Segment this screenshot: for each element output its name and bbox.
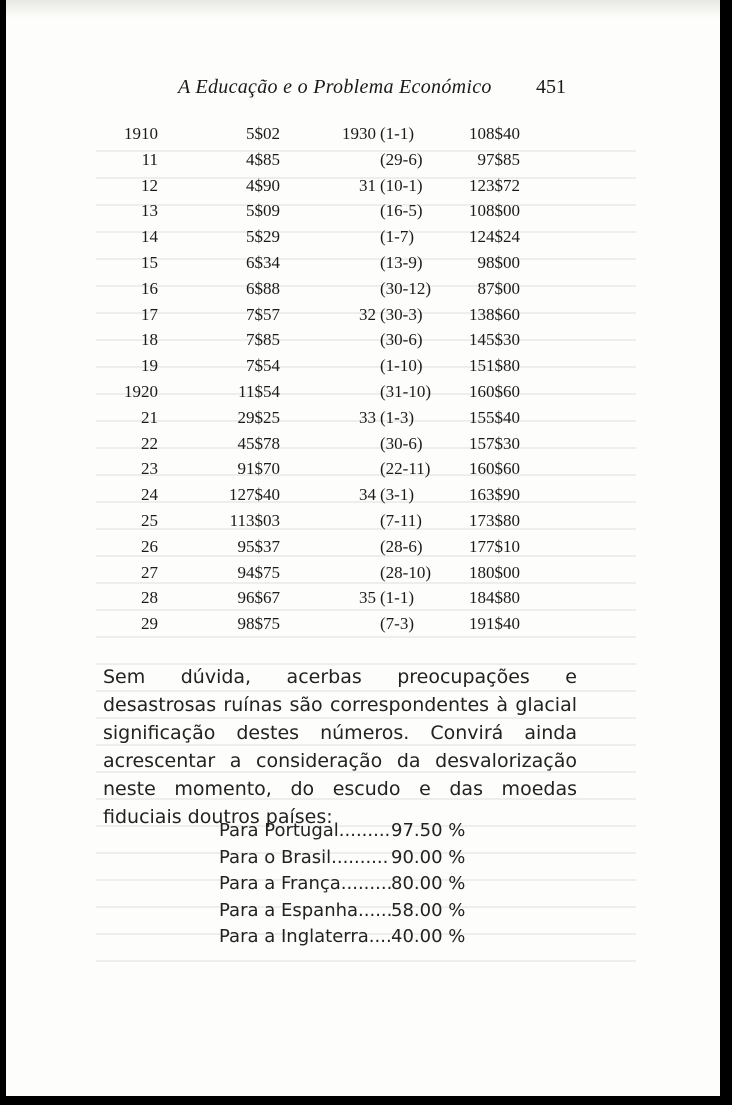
country-label: Para a Inglaterra.... <box>219 926 392 948</box>
value-cell: 4$85 <box>246 149 280 169</box>
value2-cell: 157$30 <box>469 433 520 453</box>
year-cell: 25 <box>141 511 158 530</box>
value2-cell: 97$85 <box>477 149 520 169</box>
year2-cell: 32 <box>359 304 376 324</box>
value-cell: 5$09 <box>246 201 280 221</box>
table-row <box>6 434 720 458</box>
running-title: A Educação e o Problema Económico <box>178 76 492 98</box>
year-cell: 17 <box>141 304 158 324</box>
year-cell: 13 <box>141 201 158 221</box>
year-cell: 26 <box>141 536 158 556</box>
table-row <box>6 356 720 380</box>
year-cell: 12 <box>141 175 158 195</box>
value2-cell: 177$10 <box>469 536 520 556</box>
devaluation-row <box>6 900 720 926</box>
value2-cell: 191$40 <box>469 614 520 634</box>
devaluation-value: 97.50 % <box>391 820 466 841</box>
year2-cell: 33 <box>359 407 376 427</box>
value2-cell: 160$60 <box>469 382 520 401</box>
value-cell: 45$78 <box>237 433 280 453</box>
table-row <box>6 563 720 587</box>
value-cell: 6$88 <box>246 278 280 298</box>
table-row <box>6 459 720 483</box>
year-cell: 18 <box>141 330 158 350</box>
date-cell: (7-3) <box>380 614 414 634</box>
devaluation-value: 90.00 % <box>391 846 466 868</box>
year-cell: 21 <box>141 407 158 427</box>
date-cell: (28-6) <box>380 536 423 556</box>
year-cell: 1910 <box>124 124 158 143</box>
date-cell: (30-6) <box>380 330 423 350</box>
devaluation-value: 40.00 % <box>391 926 466 948</box>
value2-cell: 123$72 <box>469 175 520 195</box>
value-cell: 7$85 <box>246 330 280 350</box>
devaluation-row <box>6 926 720 952</box>
year2-cell: 31 <box>359 175 376 195</box>
date-cell: (7-11) <box>380 511 422 530</box>
date-cell: (30-6) <box>380 433 423 453</box>
date-cell: (29-6) <box>380 149 423 169</box>
value2-cell: 160$60 <box>469 459 520 479</box>
year-cell: 29 <box>141 614 158 634</box>
book-page <box>6 0 720 1096</box>
value2-cell: 124$24 <box>469 227 520 247</box>
value-cell: 6$34 <box>246 253 280 272</box>
date-cell: (31-10) <box>380 382 431 401</box>
value2-cell: 155$40 <box>469 407 520 427</box>
table-row <box>6 485 720 509</box>
year-cell: 23 <box>141 459 158 479</box>
value2-cell: 173$80 <box>469 511 520 530</box>
body-paragraph: Sem dúvida, acerbas preocupações e desastrosas ruínas são correspondentes à glacial significação destes números. Convirá ainda acrescentar a consideração da desvalorização neste momento, do escudo e das moedas fiduciais doutros países: <box>103 666 577 828</box>
value-cell: 29$25 <box>237 407 280 427</box>
table-row <box>6 511 720 535</box>
value-cell: 96$67 <box>237 588 280 608</box>
year-cell: 16 <box>141 278 158 298</box>
value-cell: 91$70 <box>237 459 280 479</box>
year-cell: 19 <box>141 356 158 376</box>
date-cell: (13-9) <box>380 253 423 272</box>
table-row <box>6 330 720 354</box>
table-row <box>6 150 720 174</box>
date-cell: (1-3) <box>380 407 414 427</box>
year-cell: 1920 <box>124 382 158 401</box>
date-cell: (28-10) <box>380 562 431 582</box>
table-row <box>6 305 720 329</box>
value2-cell: 184$80 <box>469 588 520 608</box>
value-cell: 98$75 <box>237 614 280 634</box>
year-cell: 14 <box>141 227 158 247</box>
year-cell: 27 <box>141 562 158 582</box>
country-label: Para Portugal......... <box>219 820 391 841</box>
table-row <box>6 588 720 612</box>
value2-cell: 145$30 <box>469 330 520 350</box>
year-cell: 24 <box>141 485 158 505</box>
table-row <box>6 227 720 251</box>
country-label: Para a Espanha...... <box>219 899 393 921</box>
date-cell: (1-10) <box>380 356 423 376</box>
table-row <box>6 279 720 303</box>
devaluation-row <box>6 847 720 873</box>
year-cell: 28 <box>141 588 158 608</box>
date-cell: (1-1) <box>380 124 414 143</box>
year2-cell: 34 <box>359 485 376 505</box>
table-row <box>6 537 720 561</box>
value2-cell: 108$00 <box>469 201 520 221</box>
value2-cell: 108$40 <box>469 124 520 143</box>
value-cell: 11$54 <box>238 382 280 401</box>
year-cell: 11 <box>141 149 158 169</box>
year-cell: 22 <box>141 433 158 453</box>
value-cell: 5$02 <box>246 124 280 143</box>
value2-cell: 98$00 <box>477 253 520 272</box>
value-cell: 4$90 <box>246 175 280 195</box>
date-cell: (1-7) <box>380 227 414 247</box>
table-row <box>6 201 720 225</box>
value2-cell: 163$90 <box>469 485 520 505</box>
value-cell: 127$40 <box>229 485 280 505</box>
country-label: Para o Brasil.......... <box>219 846 389 868</box>
table-row <box>6 253 720 277</box>
date-cell: (3-1) <box>380 485 414 505</box>
value-cell: 95$37 <box>237 536 280 556</box>
date-cell: (30-12) <box>380 278 431 298</box>
date-cell: (16-5) <box>380 201 423 221</box>
table-row <box>6 382 720 406</box>
year2-cell: 1930 <box>342 124 376 143</box>
date-cell: (30-3) <box>380 304 423 324</box>
page-edge <box>6 0 720 18</box>
value-cell: 113$03 <box>229 511 280 530</box>
value2-cell: 180$00 <box>469 562 520 582</box>
devaluation-row <box>6 873 720 899</box>
value-cell: 7$54 <box>246 356 280 376</box>
date-cell: (1-1) <box>380 588 414 608</box>
page-number: 451 <box>536 76 566 98</box>
year2-cell: 35 <box>359 588 376 608</box>
table-row <box>6 176 720 200</box>
devaluation-value: 80.00 % <box>391 873 466 895</box>
value2-cell: 151$80 <box>469 356 520 376</box>
devaluation-value: 58.00 % <box>391 899 466 921</box>
table-row <box>6 124 720 148</box>
table-row <box>6 614 720 638</box>
table-row <box>6 408 720 432</box>
value-cell: 5$29 <box>246 227 280 247</box>
value-cell: 7$57 <box>246 304 280 324</box>
value2-cell: 138$60 <box>469 304 520 324</box>
value2-cell: 87$00 <box>477 278 520 298</box>
value-cell: 94$75 <box>237 562 280 582</box>
date-cell: (22-11) <box>380 459 431 479</box>
date-cell: (10-1) <box>380 175 423 195</box>
country-label: Para a França......... <box>219 873 393 895</box>
devaluation-row <box>6 820 720 846</box>
year-cell: 15 <box>141 253 158 272</box>
